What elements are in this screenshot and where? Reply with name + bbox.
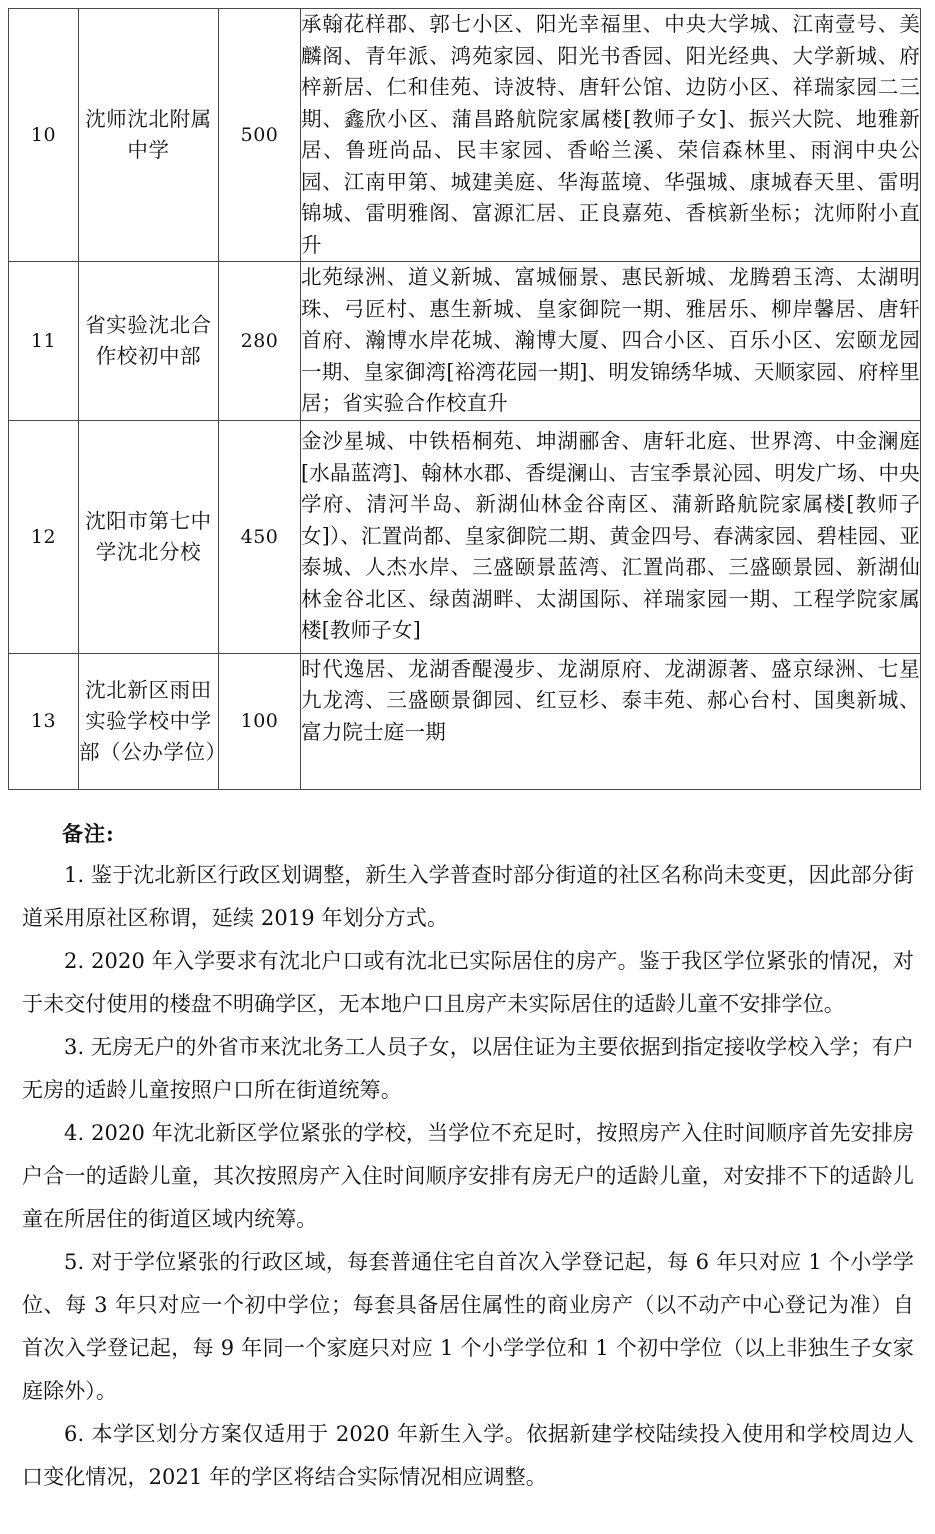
note-item-5: 5. 对于学位紧张的行政区域，每套普通住宅自首次入学登记起，每 6 年只对应 1 个小学学位、每 3 年只对应一个初中学位；每套具备居住属性的商业房产（以不动产中心登记为准）自首次入学登记起，每 9 年同一个家庭只对应 1 个小学学位和 1 个初中学位（以上非独生子女家庭除外）。 <box>22 1250 914 1403</box>
row-index: 11 <box>9 262 79 421</box>
note-item-2: 2. 2020 年入学要求有沈北户口或有沈北已实际居住的房产。鉴于我区学位紧张的情况，对于未交付使用的楼盘不明确学区，无本地户口且房产未实际居住的适龄儿童不安排学位。 <box>22 949 914 1016</box>
table-row <box>9 9 921 262</box>
seat-count: 100 <box>219 653 301 789</box>
school-zone-table <box>8 8 921 790</box>
school-name: 省实验沈北合作校初中部 <box>79 262 219 421</box>
table-row <box>9 653 921 789</box>
note-item-4: 4. 2020 年沈北新区学位紧张的学校，当学位不充足时，按照房产入住时间顺序首先安排房户合一的适龄儿童，其次按照房产入住时间顺序安排有房无户的适龄儿童，对安排不下的适龄儿童在所居住的街道区域内统筹。 <box>22 1121 914 1231</box>
notes-section <box>22 818 914 1499</box>
notes-heading: 备注: <box>62 821 115 846</box>
row-index: 12 <box>9 420 79 653</box>
seat-count: 500 <box>219 9 301 262</box>
school-name: 沈北新区雨田实验学校中学部（公办学位） <box>79 653 219 789</box>
school-zone-area: 金沙星城、中铁梧桐苑、坤湖郦舍、唐轩北庭、世界湾、中金澜庭[水晶蓝湾]、翰林水郡、香缇澜山、吉宝季景沁园、明发广场、中央学府、清河半岛、新湖仙林金谷南区、蒲新路航院家属楼[教师子女]）、汇置尚都、皇家御院二期、黄金四号、春满家园、碧桂园、亚泰城、人杰水岸、三盛颐景蓝湾、汇置尚郡、三盛颐景园、新湖仙林金谷北区、绿茵湖畔、太湖国际、祥瑞家园一期、工程学院家属楼[教师子女] <box>301 420 921 653</box>
school-zone-area: 承翰花样郡、郭七小区、阳光幸福里、中央大学城、江南壹号、美麟阁、青年派、鸿苑家园、阳光书香园、阳光经典、大学新城、府梓新居、仁和佳苑、诗波特、唐轩公馆、边防小区、祥瑞家园二三期、鑫欣小区、蒲昌路航院家属楼[教师子女]、振兴大院、地雅新居、鲁班尚品、民丰家园、香峪兰溪、荣信森林里、雨润中央公园、江南甲第、城建美庭、华海蓝境、华强城、康城春天里、雷明锦城、雷明雅阁、富源汇居、正良嘉苑、香槟新坐标；沈师附小直升 <box>301 9 921 262</box>
school-zone-area: 北苑绿洲、道义新城、富城俪景、惠民新城、龙腾碧玉湾、太湖明珠、弓匠村、惠生新城、皇家御院一期、雅居乐、柳岸馨居、唐轩首府、瀚博水岸花城、瀚博大厦、四合小区、百乐小区、宏颐龙园一期、皇家御湾[裕湾花园一期]、明发锦绣华城、天顺家园、府梓里居；省实验合作校直升 <box>301 262 921 421</box>
note-item-1: 1. 鉴于沈北新区行政区划调整，新生入学普查时部分街道的社区名称尚未变更，因此部分街道采用原社区称谓，延续 2019 年划分方式。 <box>22 863 914 930</box>
school-zone-table-container <box>8 8 920 790</box>
table-row <box>9 420 921 653</box>
note-item-6: 6. 本学区划分方案仅适用于 2020 年新生入学。依据新建学校陆续投入使用和学校周边人口变化情况，2021 年的学区将结合实际情况相应调整。 <box>22 1422 914 1489</box>
row-index: 13 <box>9 653 79 789</box>
school-zone-area: 时代逸居、龙湖香醍漫步、龙湖原府、龙湖源著、盛京绿洲、七星九龙湾、三盛颐景御园、红豆杉、泰丰苑、郝心台村、国奥新城、富力院士庭一期 <box>301 653 921 789</box>
seat-count: 280 <box>219 262 301 421</box>
school-name: 沈阳市第七中学沈北分校 <box>79 420 219 653</box>
row-index: 10 <box>9 9 79 262</box>
note-item-3: 3. 无房无户的外省市来沈北务工人员子女，以居住证为主要依据到指定接收学校入学；有户无房的适龄儿童按照户口所在街道统筹。 <box>22 1035 914 1102</box>
school-name: 沈师沈北附属中学 <box>79 9 219 262</box>
table-row <box>9 262 921 421</box>
seat-count: 450 <box>219 420 301 653</box>
